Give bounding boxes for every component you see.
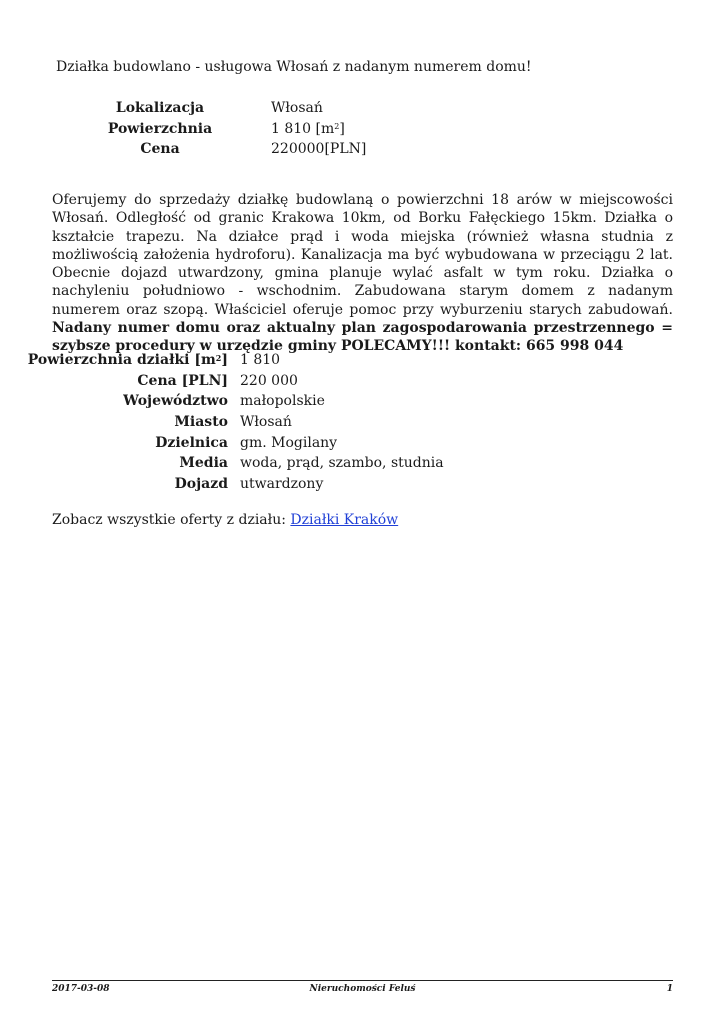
details-area-label-text: Powierzchnia działki [m <box>27 352 216 368</box>
details-price-label: Cena [PLN] <box>137 372 228 389</box>
details-row-price <box>0 371 725 392</box>
location-value: Włosań <box>271 100 323 116</box>
media-value: woda, prąd, szambo, studnia <box>240 455 444 472</box>
see-all-offers <box>52 510 398 530</box>
details-row-voivodeship <box>0 391 725 412</box>
location-label: Lokalizacja <box>115 100 205 116</box>
details-area-value: 1 810 <box>240 352 281 368</box>
voivodeship-label: Województwo <box>123 393 228 410</box>
area-label: Powierzchnia <box>107 120 213 137</box>
details-area-label-tail: ] <box>221 352 228 368</box>
city-label: Miasto <box>174 414 228 431</box>
listing-title: Działka budowlano - usługowa Włosań z nadanym numerem domu! <box>56 59 532 75</box>
description-highlight: Nadany numer domu oraz aktualny plan zagospodarowania przestrzennego = szybsze procedury w urzędzie gminy POLECAMY!!! kontakt: 665 998 044 <box>52 320 673 355</box>
category-link[interactable]: Działki Kraków <box>290 512 399 528</box>
area-value-number: 1 810 [m <box>271 120 335 137</box>
city-value: Włosań <box>240 414 292 431</box>
details-table <box>0 350 725 495</box>
page-footer <box>52 983 673 997</box>
area-value-sup: 2 <box>334 121 340 131</box>
footer-company: Nieruchomości Feluś <box>309 984 416 994</box>
media-label: Media <box>179 455 228 472</box>
details-area-label <box>28 350 228 370</box>
summary-table <box>0 98 725 160</box>
access-label: Dojazd <box>174 476 228 493</box>
summary-row-location <box>0 98 725 119</box>
access-value: utwardzony <box>240 476 324 493</box>
details-row-access <box>0 474 725 495</box>
district-label: Dzielnica <box>155 434 228 451</box>
price-value: 220000[PLN] <box>271 141 367 157</box>
details-price-value: 220 000 <box>240 372 298 389</box>
description-text: Oferujemy do sprzedaży działkę budowlaną o powierzchni 18 arów w miejscowości Włosań. Odległość od granic Krakowa 10km, od Borku Fałęckiego 15km. Działka o kształcie trapezu. Na działce prąd i woda miejska (również własna studnia z możliwością założenia hydroforu). Kanalizacja ma być wybudowana w przeciągu 2 lat. Obecnie dojazd utwardzony, gmina planuje wylać asfalt w tym roku. Działka o nachyleniu południowo - wschodnim. Zabudowana starym domem z nadanym numerem oraz szopą. Właściciel oferuje pomoc przy wyburzeniu starych zabudowań. <box>52 192 673 318</box>
price-label: Cena <box>140 141 180 157</box>
area-value-tail: ] <box>339 120 345 137</box>
footer-page-number: 1 <box>666 984 673 994</box>
footer-divider <box>52 980 673 981</box>
see-all-text: Zobacz wszystkie oferty z działu: <box>52 512 291 528</box>
summary-row-area <box>0 119 725 140</box>
area-value <box>271 119 345 139</box>
details-area-label-sup: 2 <box>215 353 222 363</box>
details-row-area <box>0 350 725 371</box>
details-row-media <box>0 453 725 474</box>
details-row-district <box>0 433 725 454</box>
footer-date: 2017-03-08 <box>52 984 110 994</box>
district-value: gm. Mogilany <box>240 434 338 451</box>
summary-row-price <box>0 139 725 160</box>
details-row-city <box>0 412 725 433</box>
voivodeship-value: małopolskie <box>240 393 325 410</box>
description <box>52 191 673 356</box>
